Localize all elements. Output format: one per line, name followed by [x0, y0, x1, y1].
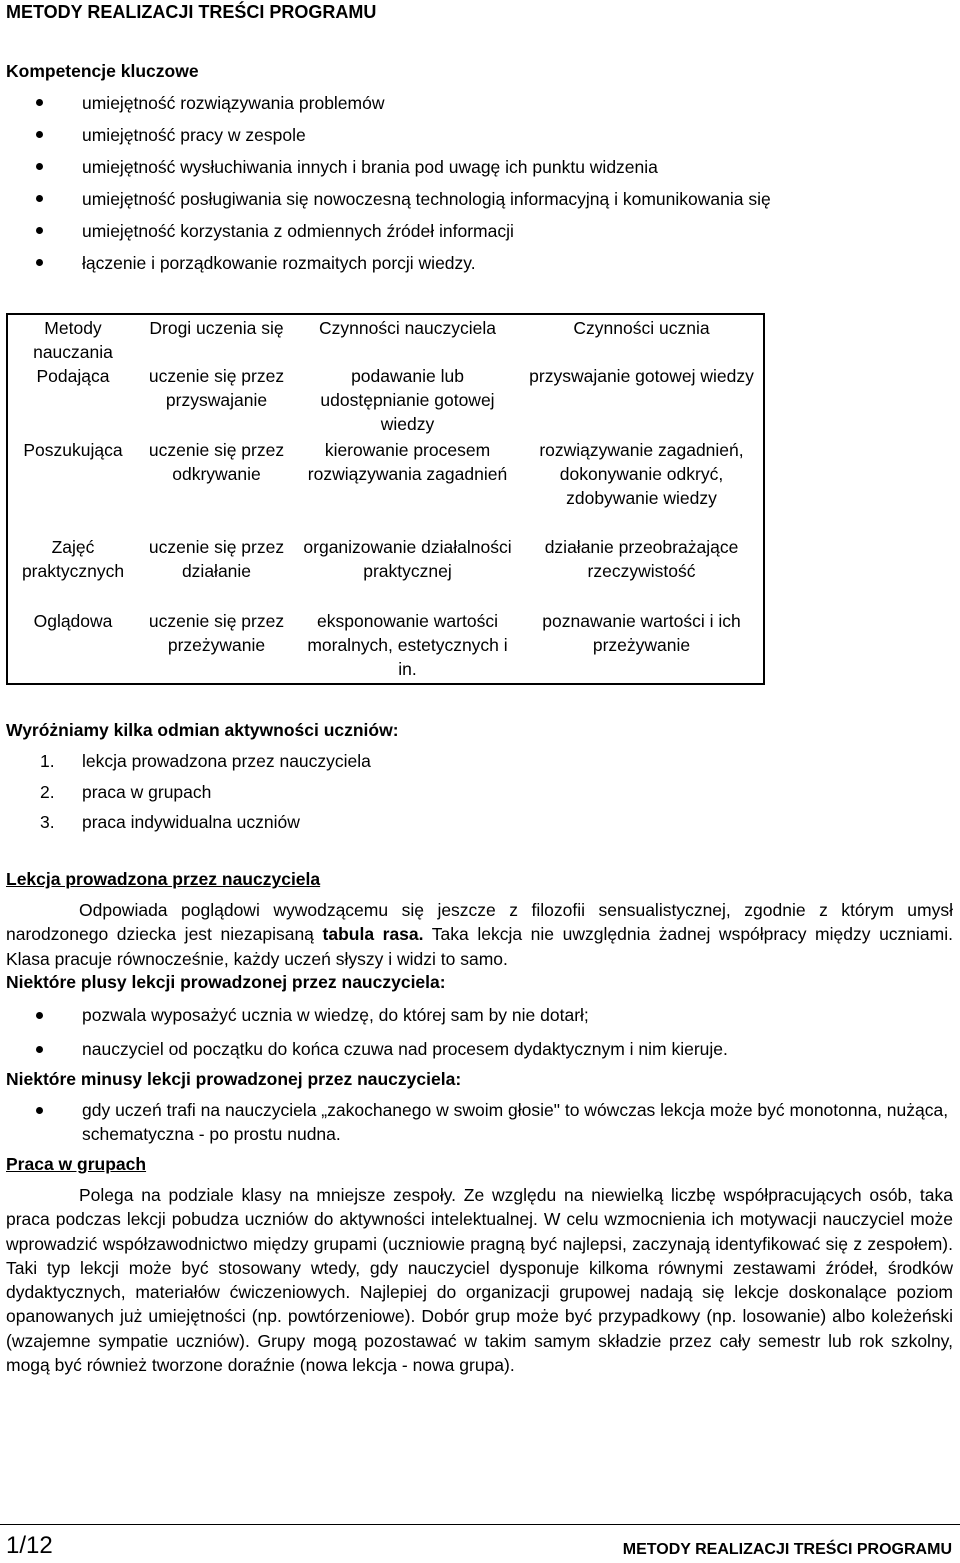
- header-methods: Metody nauczania: [33, 318, 113, 362]
- table-row: [7, 364, 764, 438]
- teacher-led-paragraph: Odpowiada poglądowi wywodzącemu się jeszcze z filozofii sensualistycznej, zgodnie z którym umysł narodzonego dziecka jest niezapisaną tabula rasa. Taka lekcja nie uwzględnia żadnej współpracy między uczniami. Klasa pracuje równocześnie, każdy uczeń słyszy i widzi to samo.: [6, 900, 953, 969]
- table-cell: Podająca: [36, 366, 110, 386]
- methods-table: [6, 313, 765, 685]
- table-row: [7, 535, 764, 609]
- table-cell: Oglądowa: [33, 611, 113, 631]
- table-cell: Zajęć praktycznych: [21, 537, 125, 581]
- table-cell: Poszukująca: [23, 440, 123, 460]
- list-item: łączenie i porządkowanie rozmaitych porcji wiedzy.: [0, 247, 771, 279]
- plus-heading: Niektóre plusy lekcji prowadzonej przez nauczyciela:: [6, 972, 446, 992]
- list-item: pozwala wyposażyć ucznia w wiedzę, do której sam by nie dotarł;: [0, 998, 728, 1032]
- activities-list: [40, 746, 371, 838]
- list-item: nauczyciel od początku do końca czuwa nad procesem dydaktycznym i nim kieruje.: [0, 1032, 728, 1066]
- section-title-teacher-led: Lekcja prowadzona przez nauczyciela: [6, 869, 321, 889]
- minus-heading: Niektóre minusy lekcji prowadzonej przez nauczyciela:: [6, 1069, 462, 1089]
- bullet-icon: [36, 1046, 43, 1053]
- table-cell: uczenie się przez przyswajanie: [148, 366, 285, 410]
- list-item: umiejętność rozwiązywania problemów: [0, 87, 771, 119]
- table-row: [7, 438, 764, 535]
- table-row: [7, 609, 764, 684]
- section-title-group-work: Praca w grupach: [6, 1154, 147, 1174]
- list-item: 2. praca w grupach: [40, 781, 212, 802]
- competences-list: [0, 87, 771, 279]
- bullet-icon: [36, 227, 43, 234]
- table-header-row: [7, 314, 764, 364]
- header-paths: Drogi uczenia się: [149, 318, 284, 338]
- table-cell: kierowanie procesem rozwiązywania zagadnień: [307, 440, 508, 484]
- bullet-icon: [36, 1107, 43, 1114]
- group-work-paragraph: Polega na podziale klasy na mniejsze zespoły. Ze względu na niewielką liczbę współpracujących osób, taka praca podczas lekcji pobudza uczniów do aktywności intelektualnej. W celu wzmocnienia ich motywacji nauczyciel może wprowadzić współzawodnictwo między grupami (uczniowie pragną być najlepsi, zaczynają identyfikować się z zespołem). Taki typ lekcji może być stosowany wtedy, gdy nauczyciel dysponuje kilkoma równymi zestawami źródeł, środków dydaktycznych, materiałów ćwiczeniowych. Najlepiej do organizacji grupowej nadają się lekcje doskonalące poziom opanowanych już umiejętności (np. powtórzeniowe). Dobór grup może być przypadkowy (np. losowanie) albo koleżeński (wzajemne sympatie uczniów). Grupy mogą pozostawać w takim samym składzie przez cały semestr lub rok szkolny, mogą być również tworzone doraźnie (nowa lekcja - nowa grupa).: [6, 1185, 953, 1376]
- table-cell: rozwiązywanie zagadnień, dokonywanie odkryć, zdobywanie wiedzy: [539, 440, 744, 508]
- table-cell: działanie przeobrażające rzeczywistość: [544, 537, 739, 581]
- table-cell: podawanie lub udostępnianie gotowej wiedzy: [320, 366, 495, 434]
- bullet-icon: [36, 163, 43, 170]
- list-item: 1. lekcja prowadzona przez nauczyciela: [40, 751, 371, 771]
- minus-list: [0, 1098, 953, 1147]
- table-cell: poznawanie wartości i ich przeżywanie: [542, 611, 741, 655]
- table-cell: uczenie się przez odkrywanie: [148, 440, 285, 484]
- list-item: gdy uczeń trafi na nauczyciela „zakochanego w swoim głosie" to wówczas lekcja może być monotonna, nużąca, schematyczna - po prostu nudna.: [0, 1098, 953, 1147]
- footer-title: METODY REALIZACJI TREŚCI PROGRAMU: [622, 1541, 952, 1558]
- footer-divider: [0, 1524, 960, 1525]
- table-cell: organizowanie działalności praktycznej: [303, 537, 512, 581]
- list-item: umiejętność wysłuchiwania innych i brania pod uwagę ich punktu widzenia: [0, 151, 771, 183]
- list-item: 3. praca indywidualna uczniów: [40, 812, 300, 832]
- page-number: 1/12: [6, 1532, 53, 1559]
- table-cell: przyswajanie gotowej wiedzy: [529, 366, 754, 386]
- list-item: umiejętność korzystania z odmiennych źródeł informacji: [0, 215, 771, 247]
- table-cell: uczenie się przez przeżywanie: [148, 611, 285, 655]
- list-item: umiejętność posługiwania się nowoczesną technologią informacyjną i komunikowania się: [0, 183, 771, 215]
- competences-heading: Kompetencje kluczowe: [6, 61, 199, 81]
- page-title: METODY REALIZACJI TREŚCI PROGRAMU: [6, 2, 377, 22]
- bullet-icon: [36, 259, 43, 266]
- table-cell: eksponowanie wartości moralnych, estetycznych i in.: [307, 611, 508, 679]
- plus-list: [0, 998, 728, 1066]
- header-student: Czynności ucznia: [573, 318, 710, 338]
- bullet-icon: [36, 1012, 43, 1019]
- bullet-icon: [36, 195, 43, 202]
- bullet-icon: [36, 131, 43, 138]
- activities-heading: Wyróżniamy kilka odmian aktywności uczniów:: [6, 720, 399, 740]
- table-cell: uczenie się przez działanie: [148, 537, 285, 581]
- bullet-icon: [36, 99, 43, 106]
- header-teacher: Czynności nauczyciela: [318, 318, 497, 338]
- list-item: umiejętność pracy w zespole: [0, 119, 771, 151]
